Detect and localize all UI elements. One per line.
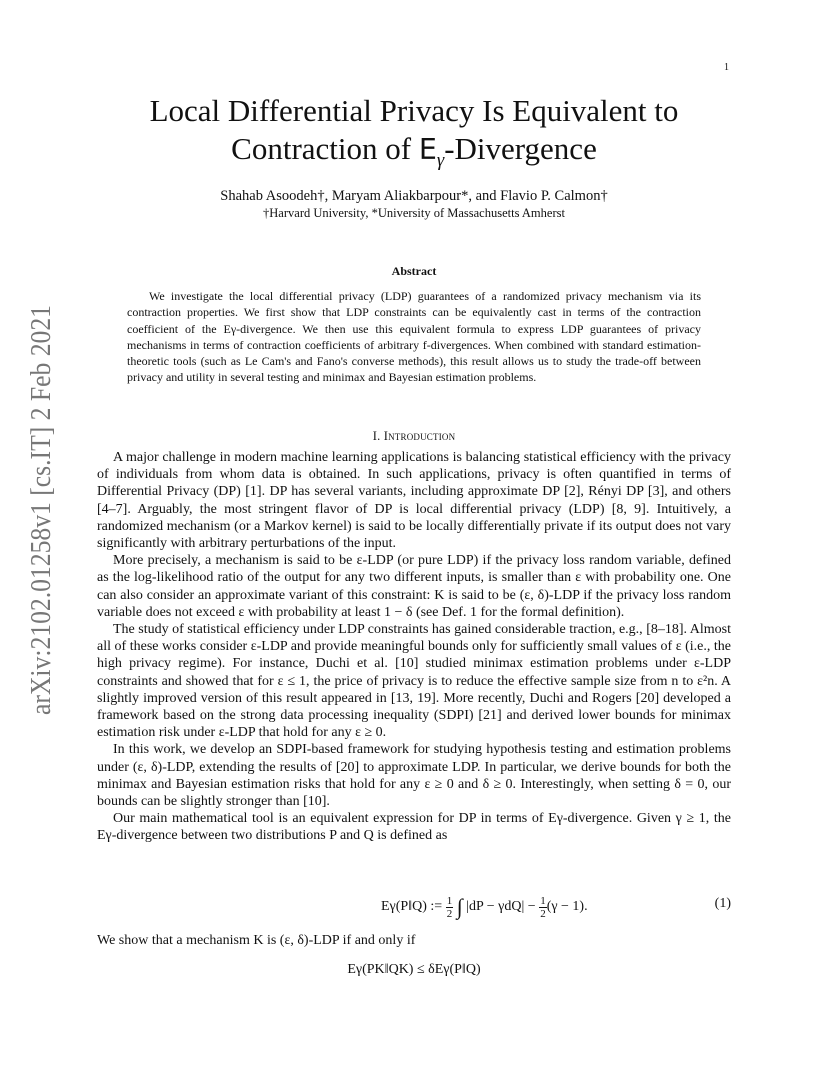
paragraph-2: More precisely, a mechanism is said to be ε-LDP (or pure LDP) if the privacy loss random variable, defined as the log-likelihood ratio of the output for any two different inputs, is smaller than ε with probability one. One can also consider an approximate variant of this constraint: K is said to be (ε, δ)-LDP if the privacy loss random variable does not exceed ε with probability at least 1 − δ (see Def. 1 for the formal definition).: [97, 553, 731, 620]
page-number: 1: [724, 62, 729, 73]
paragraph-4: In this work, we develop an SDPI-based framework for studying hypothesis testing and estimation problems under (ε, δ)-LDP, extending the results of [20] to approximate LDP. In particular, we derive bounds for both the minimax and Bayesian estimation risks that hold for any ε ≥ 0 and δ ≥ 0. Interestingly, when setting δ = 0, our bounds can be slightly stronger than [10].: [97, 742, 731, 810]
equation-number: (1): [714, 896, 731, 911]
paragraph-3: The study of statistical efficiency under LDP constraints has gained considerable traction, e.g., [8–18]. Almost all of these works consider ε-LDP and provide meaningful bounds only for sufficiently small values of ε (i.e., the high privacy regime). For instance, Duchi et al. [10] studied minimax estimation problems under ε-LDP constraints and showed that for ε ≤ 1, the price of privacy is to reduce the effective sample size from n to ε²n. A slightly improved version of this result appeared in [13, 19]. More recently, Duchi and Rogers [20] developed a framework based on the strong data processing inequality (SDPI) [21] and derived lower bounds for minimax estimation risk under ε-LDP that hold for any ε ≥ 0.: [97, 622, 731, 741]
paper-title: [0, 92, 828, 180]
arxiv-identifier: [12, 300, 62, 720]
affiliations: †Harvard University, *University of Massachusetts Amherst: [263, 206, 565, 220]
title-line-2: Contraction of $E_\gamma$-Divergence: [231, 131, 597, 172]
equation-1: Eγ(P‖Q) := $\frac{1}{2}$ ∫ |dP − γdQ| − $\frac{1}{2}$ (γ − 1). (1): [381, 894, 731, 920]
eq1-lhs: Eγ(P‖Q) :=: [381, 899, 443, 915]
paragraph-1: A major challenge in modern machine learning applications is balancing statistical efficiency with the privacy of individuals from whom data is obtained. In such applications, privacy is often quantified in terms of Differential Privacy (DP) [1]. DP has several variants, including approximate DP [2], Rényi DP [3], and others [4–7]. Arguably, the most stringent flavor of DP is local differential privacy (LDP) [8, 9]. Intuitively, a randomized mechanism (or a Markov kernel) is said to be locally differentially private if its output does not vary significantly with arbitrary perturbations of the input.: [97, 450, 731, 552]
author-list: Shahab Asoodeh†, Maryam Aliakbarpour*, and Flavio P. Calmon†: [220, 188, 608, 204]
arxiv-text: arXiv:2102.01258v1 [cs.IT] 2 Feb 2021: [25, 300, 57, 715]
equivalence-statement: We show that a mechanism K is (ε, δ)-LDP if and only if: [97, 933, 416, 948]
title-line-1: Local Differential Privacy Is Equivalent to: [149, 93, 679, 128]
abstract-heading: Abstract: [391, 264, 437, 278]
section-heading: I. Introduction: [372, 429, 456, 443]
eq1-integrand: |dP − γdQ| −: [466, 899, 536, 915]
abstract-text: We investigate the local differential privacy (LDP) guarantees of a randomized privacy mechanism via its contraction properties. We first show that LDP constraints can be equivalently cast in terms of the contraction coefficient of the Eγ-divergence. We then use this equivalent formula to express LDP guarantees of privacy mechanisms in terms of contraction coefficients of arbitrary f-divergences. When combined with standard estimation-theoretic tools (such as Le Cam's and Fano's converse methods), this result allows us to study the trade-off between privacy and utility in several testing and minimax and Bayesian estimation problems.: [127, 289, 701, 385]
paragraph-5: Our main mathematical tool is an equivalent expression for DP in terms of Eγ-divergence. Given γ ≥ 1, the Eγ-divergence between two distributions P and Q is defined as: [97, 811, 731, 844]
introduction-body: [97, 449, 731, 845]
equation-2: Eγ(PK‖QK) ≤ δEγ(P‖Q): [347, 962, 481, 977]
